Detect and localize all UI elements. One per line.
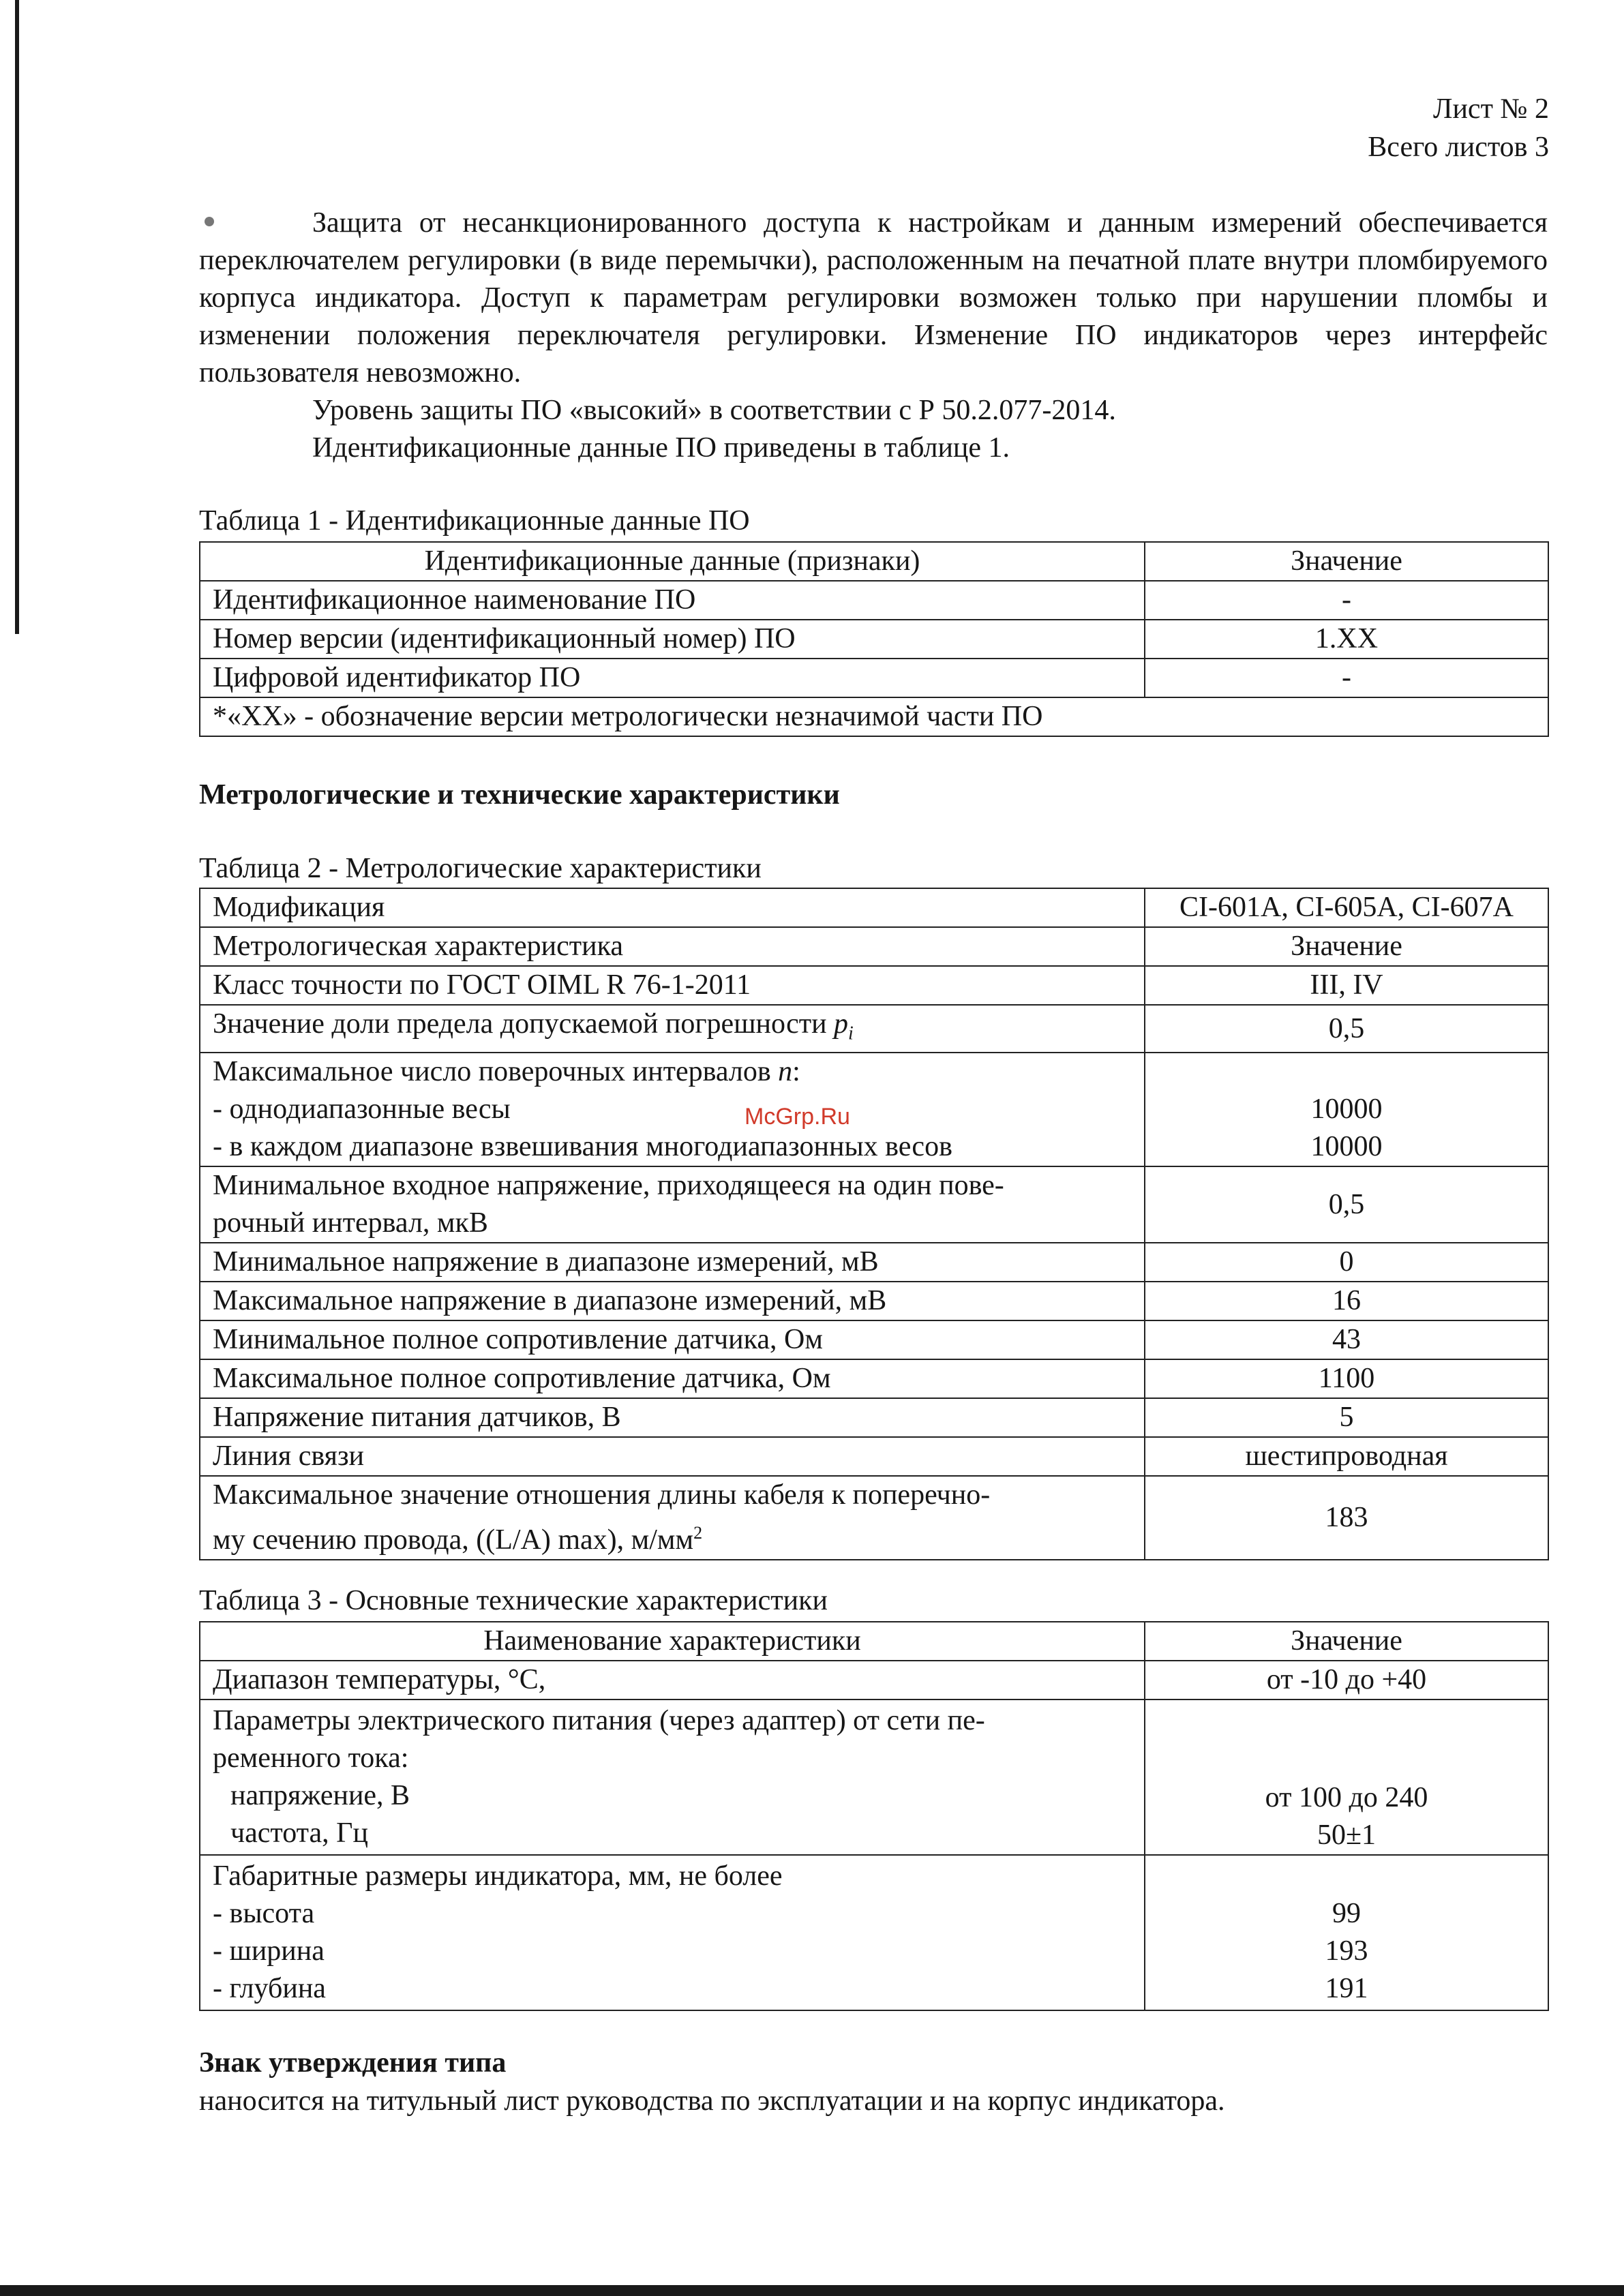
- table-row: [200, 1437, 1548, 1476]
- table1-row-label: Идентификационное наименование ПО: [200, 581, 1145, 620]
- table-row: [200, 1476, 1548, 1560]
- table2-supply-voltage-label: Напряжение питания датчиков, В: [200, 1398, 1145, 1437]
- table3-power-line1: Параметры электрического питания (через адаптер) от сети пе-: [213, 1705, 985, 1736]
- table2-min-input-voltage-line1: Минимальное входное напряжение, приходящееся на один пове-: [213, 1170, 1004, 1202]
- table2-max-voltage-value: 16: [1145, 1282, 1548, 1320]
- table-row: [200, 1359, 1548, 1398]
- table2-max-impedance-label: Максимальное полное сопротивление датчика, Ом: [200, 1359, 1145, 1398]
- table-row: [200, 1622, 1548, 1661]
- table3-power-line2: ременного тока:: [213, 1742, 409, 1774]
- table3-height-value: 99: [1332, 1898, 1361, 1929]
- table3-header-characteristic: Наименование характеристики: [200, 1622, 1145, 1661]
- table3-width-value: 193: [1325, 1935, 1368, 1967]
- table2-min-impedance-value: 43: [1145, 1320, 1548, 1359]
- table3-temperature-value: от -10 до +40: [1145, 1661, 1548, 1700]
- table2-modification-value: CI-601A, CI-605A, CI-607A: [1145, 888, 1548, 927]
- table2-intervals-multi-value: 10000: [1310, 1131, 1383, 1163]
- table2-error-fraction-value: 0,5: [1145, 1005, 1548, 1053]
- table2-cable-ratio-line2: му сечению провода, ((L/A) max), м/мм: [213, 1524, 694, 1556]
- table2-min-voltage-label: Минимальное напряжение в диапазоне измерений, мВ: [200, 1243, 1145, 1282]
- table-row: [200, 659, 1548, 697]
- intro-text: [199, 205, 1548, 467]
- table3-temperature-label: Диапазон температуры, °С,: [200, 1661, 1145, 1700]
- table-row: [200, 1282, 1548, 1320]
- table2-error-fraction-symbol: p: [834, 1008, 849, 1040]
- approval-text: наносится на титульный лист руководства по эксплуатации и на корпус индикатора.: [199, 2085, 1225, 2117]
- table2-intervals-label: Максимальное число поверочных интервалов: [213, 1056, 771, 1088]
- table3-power-cell: [200, 1700, 1145, 1855]
- table-row: [200, 1398, 1548, 1437]
- approval-title: Знак утверждения типа: [199, 2047, 507, 2079]
- table2-intervals-cell: [200, 1053, 1145, 1166]
- table-row: [200, 542, 1548, 581]
- table2-intervals-multi-label: - в каждом диапазоне взвешивания многодиапазонных весов: [213, 1131, 952, 1163]
- table2-cable-ratio-cell: [200, 1476, 1145, 1560]
- table-row: [200, 697, 1548, 736]
- intro-paragraph-protection-level: Уровень защиты ПО «высокий» в соответствии с Р 50.2.077-2014.: [312, 395, 1116, 426]
- table3-power-voltage-label: напряжение, В: [230, 1780, 410, 1811]
- table2-header-value: Значение: [1145, 927, 1548, 966]
- table2-cable-ratio-superscript: 2: [693, 1523, 703, 1543]
- table2-intervals-single-label: - однодиапазонные весы: [213, 1093, 511, 1126]
- table-row: [200, 1005, 1548, 1053]
- table2-header-characteristic: Метрологическая характеристика: [200, 927, 1145, 966]
- sheet-info: [1368, 90, 1549, 166]
- table2-supply-voltage-value: 5: [1145, 1398, 1548, 1437]
- table2-modification-label: Модификация: [200, 888, 1145, 927]
- table2-intervals-symbol: n: [778, 1056, 793, 1088]
- table1-row-value: -: [1145, 581, 1548, 620]
- table1-header-value: Значение: [1145, 542, 1548, 581]
- table3-power-frequency-label: частота, Гц: [230, 1817, 368, 1849]
- table2-intervals-single-value: 10000: [1310, 1093, 1383, 1126]
- table2-intervals-line: [213, 1053, 1132, 1091]
- scan-edge-left: [15, 0, 19, 634]
- table-row: [200, 888, 1548, 927]
- section-metrological-title: Метрологические и технические характеристики: [199, 779, 840, 811]
- table2-caption: Таблица 2 - Метрологические характеристики: [199, 853, 762, 884]
- table2-max-impedance-value: 1100: [1145, 1359, 1548, 1398]
- intro-paragraph-id-data: Идентификационные данные ПО приведены в таблице 1.: [312, 432, 1010, 464]
- table1: [199, 541, 1549, 737]
- table1-row-label: Номер версии (идентификационный номер) ПО: [200, 620, 1145, 659]
- table2-max-voltage-label: Максимальное напряжение в диапазоне измерений, мВ: [200, 1282, 1145, 1320]
- table1-header-characteristic: Идентификационные данные (признаки): [200, 542, 1145, 581]
- table3-caption: Таблица 3 - Основные технические характеристики: [199, 1585, 828, 1616]
- table1-caption: Таблица 1 - Идентификационные данные ПО: [199, 505, 750, 537]
- total-sheets: Всего листов 3: [1368, 132, 1549, 163]
- table3-power-frequency-value: 50±1: [1317, 1819, 1377, 1851]
- table2-min-input-voltage-value: 0,5: [1145, 1166, 1548, 1243]
- table1-footnote: *«XX» - обозначение версии метрологически незначимой части ПО: [200, 697, 1548, 736]
- table-row: [200, 927, 1548, 966]
- table3-depth-label: - глубина: [213, 1973, 326, 2004]
- table-row: [200, 1243, 1548, 1282]
- table2-accuracy-label: Класс точности по ГОСТ OIML R 76-1-2011: [200, 966, 1145, 1005]
- table-row: [200, 1320, 1548, 1359]
- table2-error-fraction-subscript: i: [848, 1023, 854, 1044]
- scan-edge-bottom: [0, 2285, 1624, 2296]
- table3-width-label: - ширина: [213, 1935, 325, 1967]
- table2-min-input-voltage-line2: рочный интервал, мкВ: [213, 1207, 488, 1239]
- table3-depth-value: 191: [1325, 1973, 1368, 2004]
- table2-min-impedance-label: Минимальное полное сопротивление датчика, Ом: [200, 1320, 1145, 1359]
- table3-power-values: [1145, 1700, 1548, 1855]
- table1-row-value: -: [1145, 659, 1548, 697]
- table2-error-fraction-label: Значение доли предела допускаемой погрешности: [213, 1008, 827, 1040]
- table2-line-label: Линия связи: [200, 1437, 1145, 1476]
- table-row: [200, 1700, 1548, 1855]
- table2: [199, 888, 1549, 1560]
- table3-header-value: Значение: [1145, 1622, 1548, 1661]
- table2-line-value: шестипроводная: [1145, 1437, 1548, 1476]
- table1-row-value: 1.XX: [1145, 620, 1548, 659]
- table3-dimensions-values: [1145, 1855, 1548, 2010]
- table2-cable-ratio-line2-wrap: [213, 1514, 1132, 1559]
- table3-power-voltage-value: от 100 до 240: [1265, 1782, 1428, 1813]
- table2-intervals-colon: :: [792, 1056, 800, 1088]
- table-row: [200, 1166, 1548, 1243]
- table2-cable-ratio-value: 183: [1145, 1476, 1548, 1560]
- table2-min-input-voltage-cell: [200, 1166, 1145, 1243]
- table2-intervals-values: [1145, 1053, 1548, 1166]
- table3-dimensions-label: Габаритные размеры индикатора, мм, не более: [213, 1860, 783, 1892]
- table3: [199, 1621, 1549, 2011]
- table-row: [200, 1661, 1548, 1700]
- table3-height-label: - высота: [213, 1898, 315, 1929]
- table2-error-fraction-cell: [200, 1005, 1145, 1053]
- table1-row-label: Цифровой идентификатор ПО: [200, 659, 1145, 697]
- table2-accuracy-value: III, IV: [1145, 966, 1548, 1005]
- sheet-number: Лист № 2: [1432, 93, 1549, 125]
- watermark: McGrp.Ru: [745, 1104, 850, 1130]
- table-row: [200, 620, 1548, 659]
- table2-cable-ratio-line1: Максимальное значение отношения длины кабеля к поперечно-: [213, 1479, 991, 1511]
- intro-paragraph-protection: Защита от несанкционированного доступа к настройкам и данным измерений обеспечивается переключателем регулировки (в виде перемычки), расположенным на печатной плате внутри пломбируемого корпуса индикатора. Доступ к параметрам регулировки возможен только при нарушении пломбы и изменении положения переключателя регулировки. Изменение ПО индикаторов через интерфейс пользователя невозможно.: [199, 207, 1548, 389]
- table3-dimensions-cell: [200, 1855, 1145, 2010]
- table-row: [200, 581, 1548, 620]
- table-row: [200, 1855, 1548, 2010]
- table2-min-voltage-value: 0: [1145, 1243, 1548, 1282]
- table-row: [200, 966, 1548, 1005]
- table-row: [200, 1053, 1548, 1166]
